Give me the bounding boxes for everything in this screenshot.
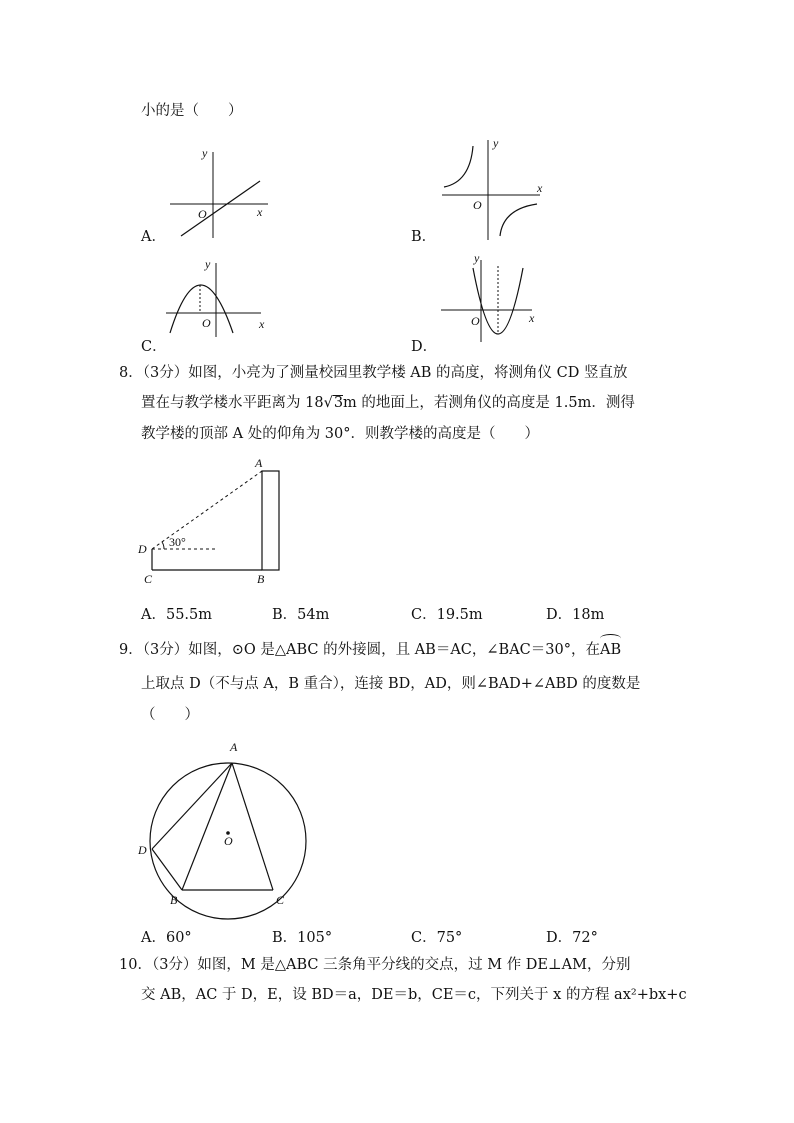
q10-line-1: 10．（3分）如图，M 是△ABC 三条角平分线的交点，过 M 作 DE⊥AM，分别 <box>119 957 631 973</box>
q8-option-d[interactable]: D．18m <box>546 607 605 623</box>
q8-line-2-end: m 的地面上，若测角仪的高度是 1.5m．测得 <box>343 395 635 411</box>
q9-line-3: （ ） <box>141 707 199 723</box>
q8-option-c[interactable]: C．19.5m <box>411 607 483 623</box>
q8-line-2 <box>141 393 635 413</box>
q8-line-2-start: 置在与教学楼水平距离为 18 <box>141 395 324 411</box>
q7-graph-c <box>160 255 280 340</box>
q7-graph-a <box>160 140 280 240</box>
q9-option-d[interactable]: D．72° <box>546 930 598 946</box>
q8-radicand: 3 <box>333 395 344 411</box>
svg-text:y: y <box>474 251 480 265</box>
q7-graph-b <box>440 130 560 245</box>
svg-text:C: C <box>276 893 285 907</box>
q10-line-2: 交 AB，AC 于 D，E，设 BD＝a，DE＝b，CE＝c，下列关于 x 的方程 ax²+bx+c <box>141 987 687 1003</box>
svg-text:A: A <box>230 740 238 754</box>
q8-option-b[interactable]: B．54m <box>272 607 330 623</box>
q7-graph-d <box>435 250 545 345</box>
q8-line-1: 8．（3分）如图，小亮为了测量校园里教学楼 AB 的高度，将测角仪 CD 竖直放 <box>119 365 628 381</box>
svg-text:A: A <box>255 456 263 470</box>
svg-text:O: O <box>198 207 207 221</box>
svg-text:O: O <box>471 314 480 328</box>
sqrt-symbol: √ <box>323 395 333 411</box>
q9-option-b[interactable]: B．105° <box>272 930 333 946</box>
q9-option-c[interactable]: C．75° <box>411 930 463 946</box>
svg-text:y: y <box>202 146 208 160</box>
q7-tail-text: 小的是（ ） <box>141 103 243 119</box>
svg-text:O: O <box>473 198 482 212</box>
svg-text:D: D <box>138 843 147 857</box>
svg-text:O: O <box>202 316 211 330</box>
svg-text:x: x <box>259 317 265 331</box>
svg-text:B: B <box>170 893 178 907</box>
q9-figure <box>135 735 315 910</box>
q9-line-2: 上取点 D（不与点 A，B 重合），连接 BD，AD，则∠BAD+∠ABD 的度数是 <box>141 676 641 692</box>
svg-text:y: y <box>493 136 499 150</box>
q7-option-c[interactable]: C． <box>141 339 167 355</box>
svg-text:x: x <box>529 311 535 325</box>
svg-text:x: x <box>537 181 543 195</box>
q7-option-b[interactable]: B． <box>411 229 437 245</box>
svg-text:O: O <box>224 834 233 848</box>
svg-text:30°: 30° <box>169 535 186 549</box>
svg-text:C: C <box>144 572 153 586</box>
svg-text:x: x <box>257 205 263 219</box>
q9-line-1 <box>119 638 621 660</box>
svg-text:B: B <box>257 572 265 586</box>
q9-option-a[interactable]: A．60° <box>141 930 192 946</box>
q7-option-d[interactable]: D． <box>411 339 438 355</box>
q8-line-3: 教学楼的顶部 A 处的仰角为 30°．则教学楼的高度是（ ） <box>141 426 539 442</box>
svg-text:D: D <box>138 542 147 556</box>
q8-option-a[interactable]: A．55.5m <box>141 607 213 623</box>
q8-figure <box>135 455 285 590</box>
q7-option-a[interactable]: A． <box>141 229 166 245</box>
svg-text:y: y <box>205 257 211 271</box>
q9-arc-ab: AB <box>600 638 621 660</box>
q9-line-1-start: 9．（3分）如图，⊙O 是△ABC 的外接圆，且 AB＝AC，∠BAC＝30°，在 <box>119 642 600 658</box>
